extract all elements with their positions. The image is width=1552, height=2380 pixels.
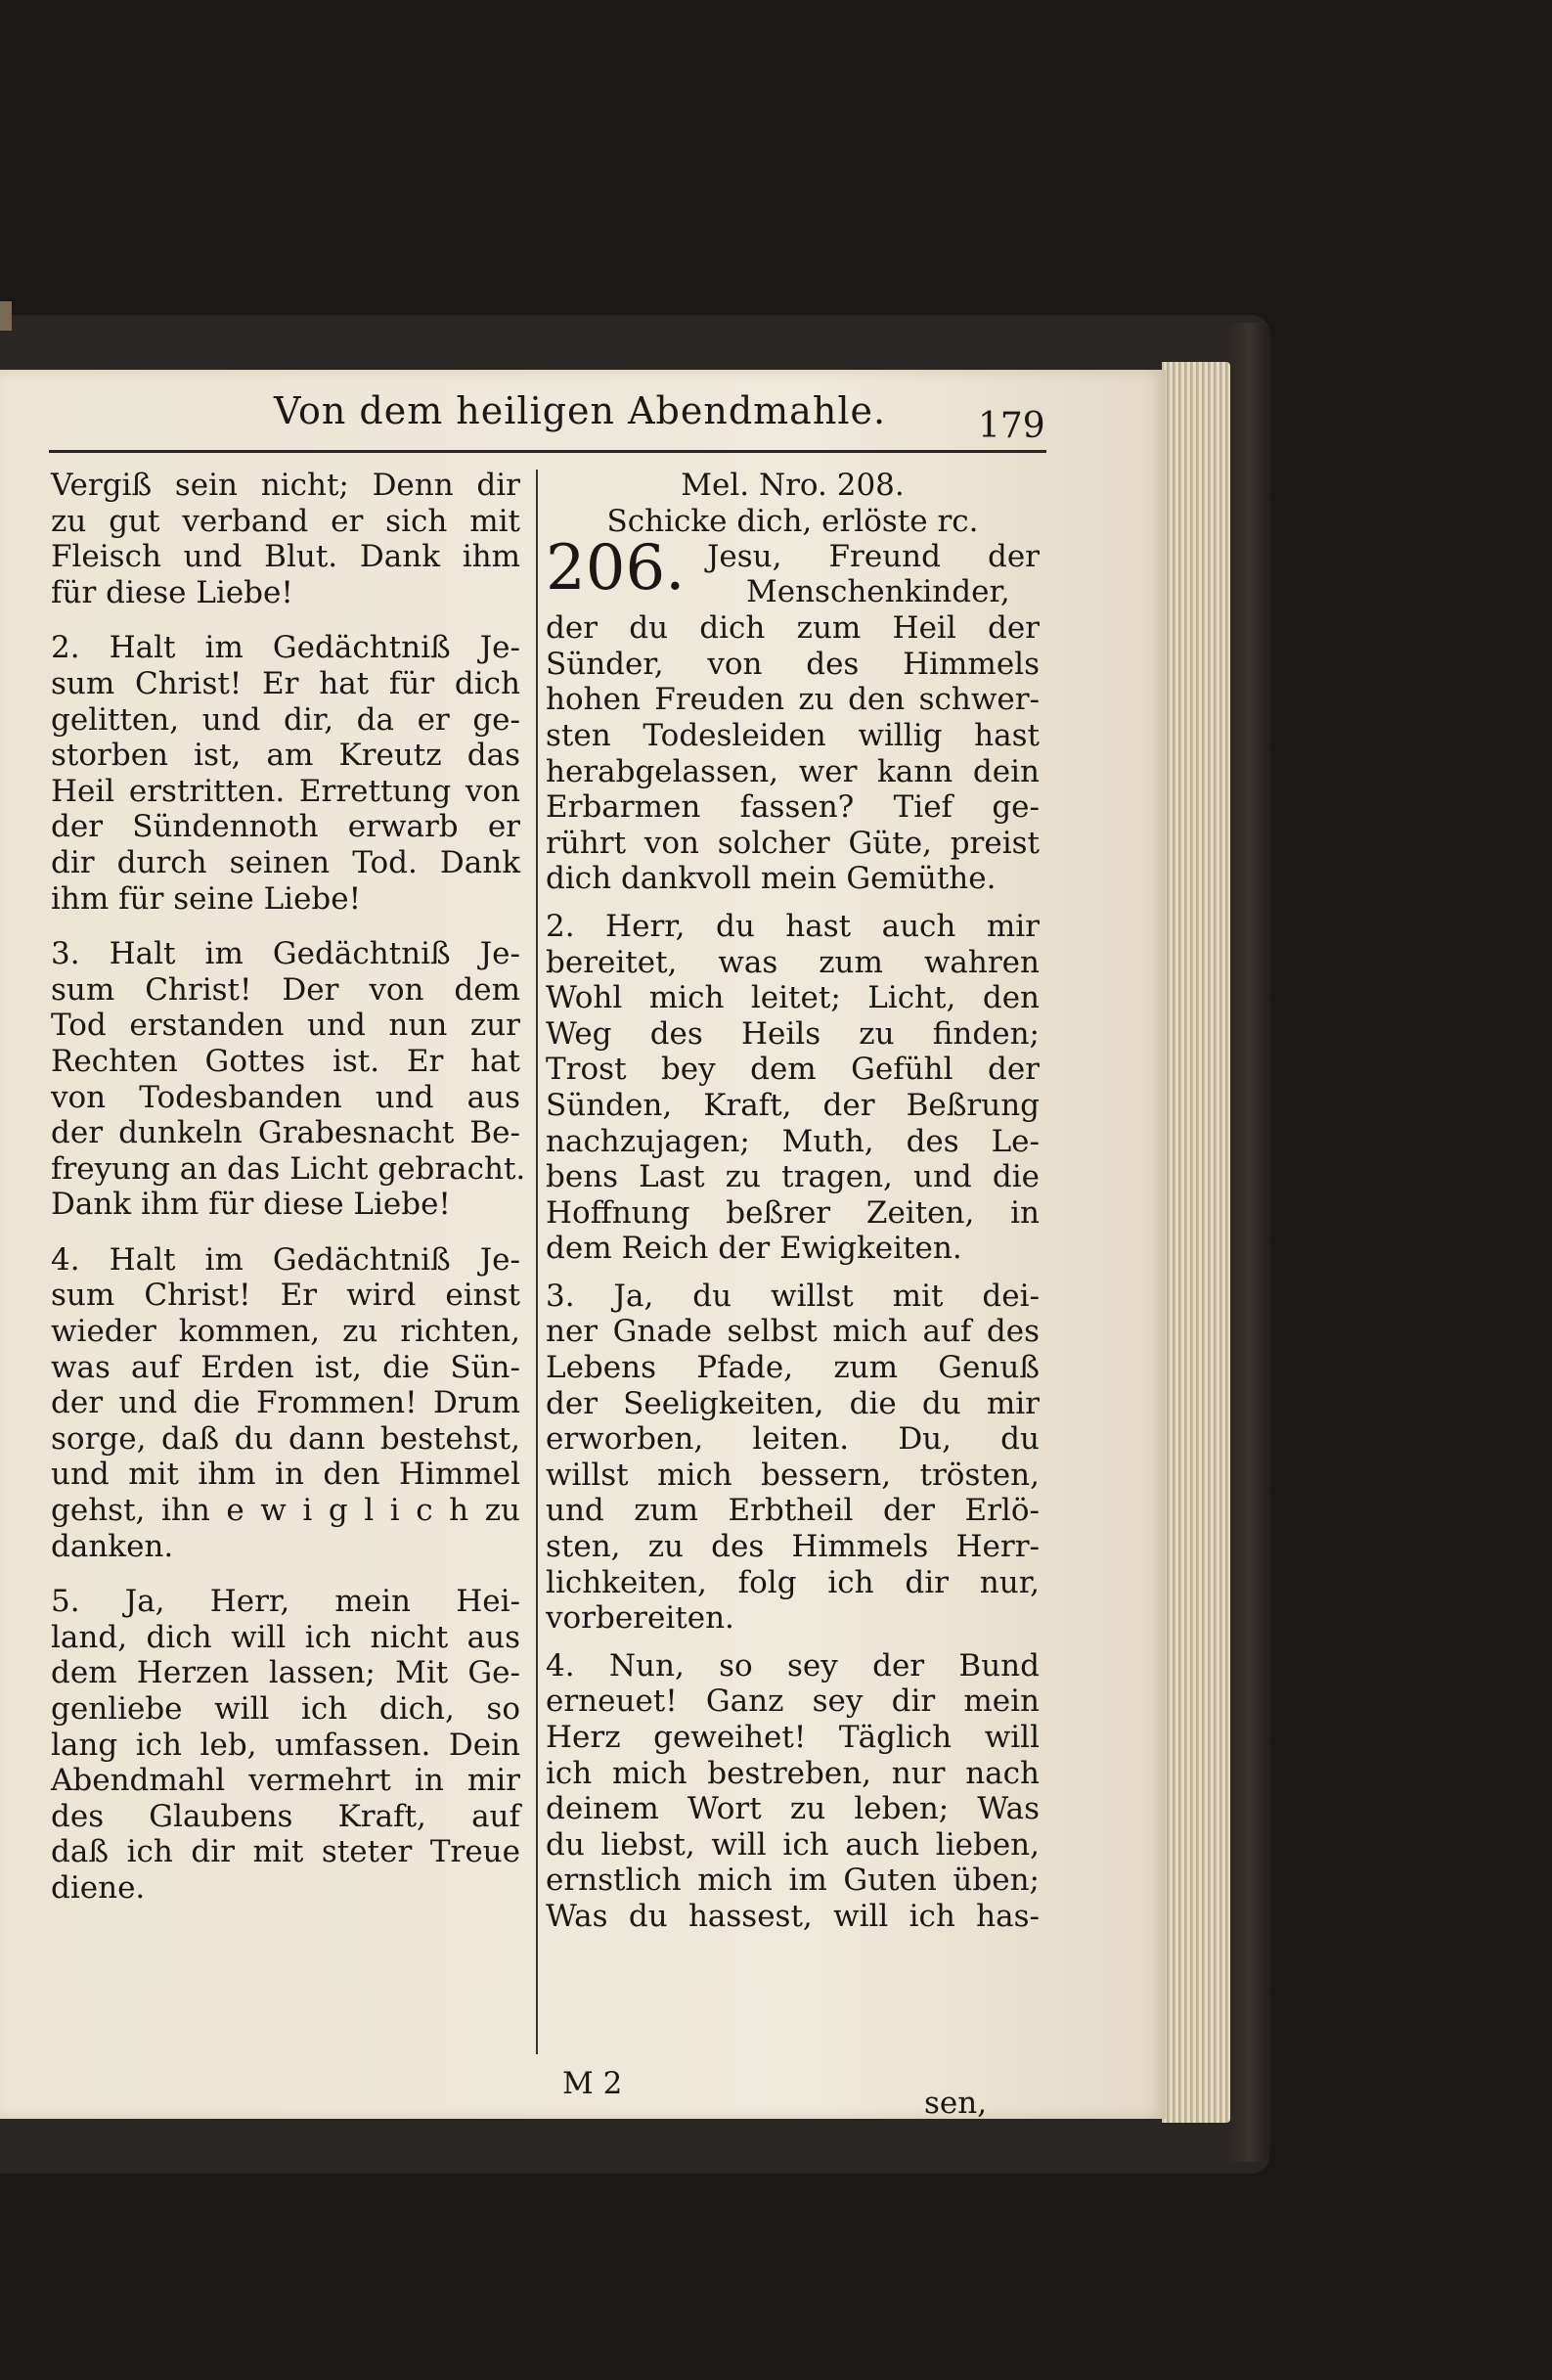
text-line: Lebens Pfade, zum Genuß bbox=[546, 1350, 1040, 1386]
text-line: gelitten, und dir, da er ge- bbox=[51, 701, 520, 738]
header-rule bbox=[49, 450, 1046, 453]
text-line: hohen Freuden zu den schwer- bbox=[546, 682, 1040, 718]
text-line: 5. Ja, Herr, mein Hei- bbox=[51, 1584, 520, 1620]
text-line: ernstlich mich im Guten üben; bbox=[546, 1863, 1040, 1899]
text-line: Sünder, von des Himmels bbox=[546, 646, 1040, 682]
text-line: Fleisch und Blut. Dank ihm bbox=[51, 539, 520, 575]
column-divider bbox=[536, 470, 538, 2054]
text-line: Rechten Gottes ist. Er hat bbox=[51, 1043, 520, 1079]
text-line: der dunkeln Grabesnacht Be- bbox=[51, 1115, 520, 1151]
text-line: sorge, daß du dann bestehst, bbox=[51, 1420, 520, 1457]
text-line: Weg des Heils zu finden; bbox=[546, 1015, 1040, 1052]
stanza bbox=[546, 1648, 1040, 1935]
text-line: diene. bbox=[51, 1869, 146, 1906]
text-line: wieder kommen, zu richten, bbox=[51, 1314, 520, 1350]
signature-mark: M 2 bbox=[562, 2066, 623, 2101]
text-line: für diese Liebe! bbox=[51, 574, 293, 610]
text-line: erworben, leiten. Du, du bbox=[546, 1421, 1040, 1458]
text-line: Vergiß sein nicht; Denn dir bbox=[51, 468, 520, 503]
stanza bbox=[546, 1279, 1040, 1637]
text-line: und zum Erbtheil der Erlö- bbox=[546, 1493, 1040, 1529]
text-line: der Sündennoth erwarb er bbox=[51, 809, 520, 845]
text-line: willst mich bessern, trösten, bbox=[546, 1457, 1040, 1493]
text-line: du liebst, will ich auch lieben, bbox=[546, 1826, 1040, 1863]
text-line: zu gut verband er sich mit bbox=[51, 503, 520, 539]
stanza bbox=[51, 1584, 520, 1906]
text-line: 2. Herr, du hast auch mir bbox=[546, 908, 1040, 944]
text-line: land, dich will ich nicht aus bbox=[51, 1619, 520, 1655]
text-line: Heil erstritten. Errettung von bbox=[51, 773, 520, 809]
text-line: daß ich dir mit steter Treue bbox=[51, 1834, 520, 1870]
facing-page-edge bbox=[0, 301, 12, 331]
text-line: dich dankvoll mein Gemüthe. bbox=[546, 861, 997, 897]
text-line: von Todesbanden und aus bbox=[51, 1079, 520, 1115]
book-back-cover-edge bbox=[1227, 323, 1271, 2162]
stanza bbox=[51, 630, 520, 917]
text-line: des Glaubens Kraft, auf bbox=[51, 1798, 520, 1834]
text-line: deinem Wort zu leben; Was bbox=[546, 1791, 1040, 1827]
text-line: sten, zu des Himmels Herr- bbox=[546, 1529, 1040, 1565]
text-line: was auf Erden ist, die Sün- bbox=[51, 1349, 520, 1385]
text-line: dir durch seinen Tod. Dank bbox=[51, 844, 520, 880]
running-head: Von dem heiligen Abendmahle. bbox=[274, 389, 887, 432]
text-line: 3. Halt im Gedächtniß Je- bbox=[51, 936, 520, 972]
melody-incipit: Schicke dich, erlöste rc. bbox=[606, 503, 979, 539]
text-line: Tod erstanden und nun zur bbox=[51, 1008, 520, 1044]
stanza bbox=[51, 468, 520, 610]
text-line: und mit ihm in den Himmel bbox=[51, 1457, 520, 1493]
stanza-gap bbox=[546, 1637, 1040, 1648]
stanza bbox=[546, 909, 1040, 1267]
stanza-gap bbox=[546, 897, 1040, 909]
stanza bbox=[51, 936, 526, 1223]
text-line: sum Christ! Der von dem bbox=[51, 971, 520, 1008]
hymn-first-line: Jesu, Freund der bbox=[707, 539, 1040, 575]
text-line: Abendmahl vermehrt in mir bbox=[51, 1763, 520, 1799]
stanza-gap bbox=[51, 917, 520, 936]
text-line: lang ich leb, umfassen. Dein bbox=[51, 1727, 520, 1763]
text-line: Erbarmen fassen? Tief ge- bbox=[546, 789, 1040, 826]
text-line: sum Christ! Er hat für dich bbox=[51, 665, 520, 701]
text-line: Herz geweihet! Täglich will bbox=[546, 1720, 1040, 1755]
page-edges bbox=[1162, 362, 1230, 2123]
text-line: 4. Nun, so sey der Bund bbox=[546, 1647, 1040, 1684]
text-line: 4. Halt im Gedächtniß Je- bbox=[51, 1241, 520, 1278]
text-line: Dank ihm für diese Liebe! bbox=[51, 1187, 451, 1223]
text-line: herabgelassen, wer kann dein bbox=[546, 753, 1040, 789]
melody-reference: Mel. Nro. 208. bbox=[681, 468, 905, 503]
stanzas bbox=[546, 897, 1040, 1935]
text-line: der und die Frommen! Drum bbox=[51, 1385, 520, 1421]
stanza-gap bbox=[51, 610, 520, 630]
text-line: der Seeligkeiten, die du mir bbox=[546, 1385, 1040, 1421]
text-line: ner Gnade selbst mich auf des bbox=[546, 1314, 1040, 1350]
text-line: sten Todesleiden willig hast bbox=[546, 717, 1040, 753]
text-line: lichkeiten, folg ich dir nur, bbox=[546, 1564, 1040, 1600]
stanza bbox=[51, 1242, 520, 1564]
text-line: dem Herzen lassen; Mit Ge- bbox=[51, 1655, 520, 1691]
text-line: freyung an das Licht gebracht. bbox=[51, 1150, 526, 1187]
text-line: sum Christ! Er wird einst bbox=[51, 1278, 520, 1314]
text-line: bereitet, was zum wahren bbox=[546, 944, 1040, 980]
text-line: gehst, ihn e w i g l i c h zu bbox=[51, 1493, 520, 1529]
text-line: ich mich bestreben, nur nach bbox=[546, 1755, 1040, 1791]
text-line: Trost bey dem Gefühl der bbox=[546, 1052, 1040, 1088]
text-line: dem Reich der Ewigkeiten. bbox=[546, 1231, 962, 1267]
text-line: vorbereiten. bbox=[546, 1600, 734, 1637]
hymn-second-line: Menschenkinder, bbox=[746, 574, 1010, 610]
text-line: nachzujagen; Muth, des Le- bbox=[546, 1123, 1040, 1159]
stanza-1 bbox=[546, 610, 1040, 897]
text-line: Wohl mich leitet; Licht, den bbox=[546, 980, 1040, 1016]
text-line: 2. Halt im Gedächtniß Je- bbox=[51, 630, 520, 666]
text-line: Hoffnung beßrer Zeiten, in bbox=[546, 1194, 1040, 1231]
right-column bbox=[546, 468, 1040, 1935]
left-column bbox=[51, 468, 526, 1907]
text-line: ihm für seine Liebe! bbox=[51, 880, 362, 917]
stanza-gap bbox=[546, 1267, 1040, 1279]
text-line: rührt von solcher Güte, preist bbox=[546, 825, 1040, 861]
text-line: 3. Ja, du willst mit dei- bbox=[546, 1278, 1040, 1314]
hymn-opening bbox=[546, 532, 1040, 610]
text-line: storben ist, am Kreutz das bbox=[51, 738, 520, 774]
text-line: Sünden, Kraft, der Beßrung bbox=[546, 1087, 1040, 1123]
catchword: sen, bbox=[924, 2086, 988, 2121]
stanza-gap bbox=[51, 1223, 520, 1242]
page-number: 179 bbox=[978, 406, 1045, 446]
stanza-gap bbox=[51, 1564, 520, 1584]
text-line: bens Last zu tragen, und die bbox=[546, 1159, 1040, 1195]
text-line: Was du hassest, will ich has- bbox=[546, 1898, 1040, 1934]
text-line: danken. bbox=[51, 1528, 174, 1564]
text-line: genliebe will ich dich, so bbox=[51, 1691, 520, 1727]
hymn-number: 206. bbox=[546, 532, 686, 606]
text-line: erneuet! Ganz sey dir mein bbox=[546, 1684, 1040, 1720]
text-line: der du dich zum Heil der bbox=[546, 610, 1040, 647]
